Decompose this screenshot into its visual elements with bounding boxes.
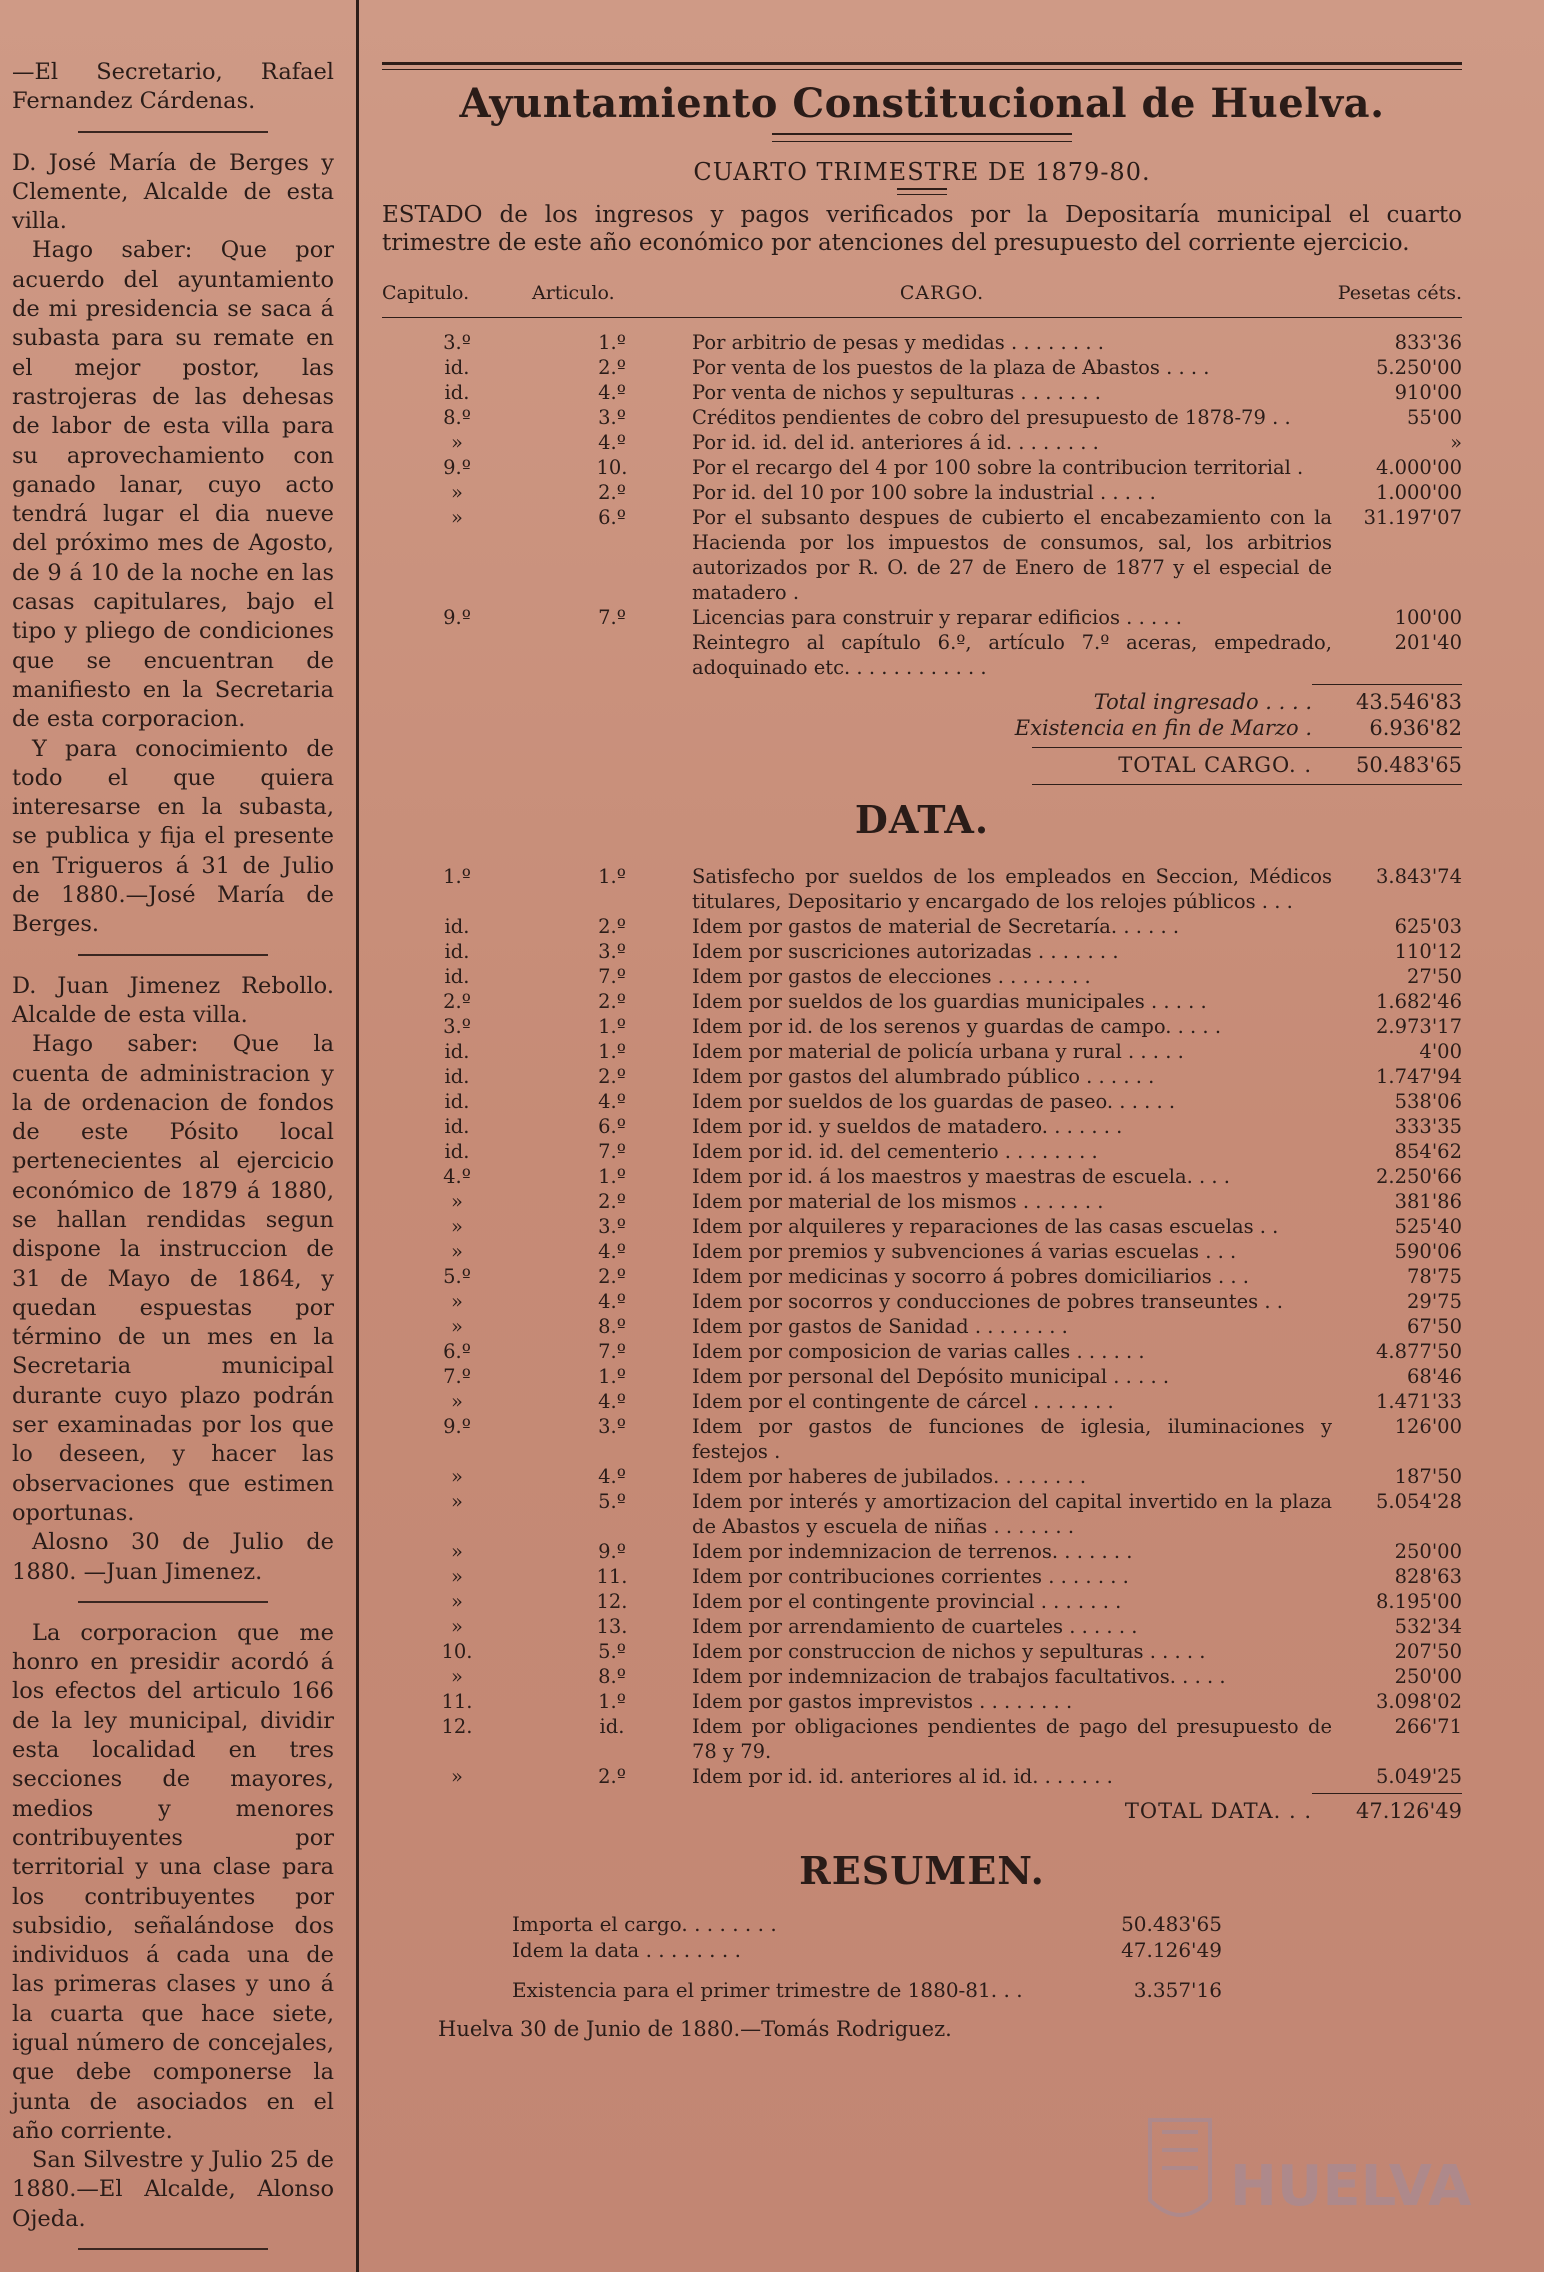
row-description: Reintegro al capítulo 6.º, artículo 7.º aceras, empedrado, adoquinado etc. . . . . . . . . . . . [692, 631, 1332, 679]
row-articulo: 6.º [598, 506, 626, 529]
table-row [382, 964, 1462, 989]
row-amount: » [1450, 431, 1462, 454]
left-paragraph: San Silvestre y Julio 25 de 1880.—El Alcalde, Alonso Ojeda. [12, 2147, 334, 2232]
total-cargo-row [382, 752, 1462, 778]
row-capitulo: id. [444, 965, 470, 988]
row-capitulo: » [451, 1215, 463, 1238]
row-articulo: 3.º [598, 1215, 626, 1238]
table-row [382, 1539, 1462, 1564]
row-amount: 55'00 [1407, 406, 1462, 429]
row-description: Idem por composicion de varias calles . . . . . . [692, 1340, 1145, 1363]
table-row [382, 1564, 1462, 1589]
row-articulo: id. [599, 1715, 625, 1738]
table-row [382, 605, 1462, 630]
row-capitulo: id. [444, 356, 470, 379]
row-description: Idem por suscriciones autorizadas . . . . . . . [692, 940, 1119, 963]
resumen-data-label: Idem la data . . . . . . . . [512, 1938, 741, 1962]
row-articulo: 6.º [598, 1115, 626, 1138]
top-double-rule [382, 62, 1462, 70]
row-amount: 31.197'07 [1363, 506, 1462, 529]
row-description: Idem por el contingente de cárcel . . . . . . . [692, 1390, 1114, 1413]
row-description: Por arbitrio de pesas y medidas . . . . . . . . [692, 331, 1104, 354]
row-capitulo: 7.º [443, 1365, 471, 1388]
row-description: Idem por personal del Depósito municipal . . . . . [692, 1365, 1170, 1388]
row-capitulo: » [451, 481, 463, 504]
column-rule [356, 0, 359, 2272]
header-cargo: CARGO. [899, 282, 985, 304]
left-paragraph: Hago saber: Que la cuenta de administracion y la de ordenacion de fondos de este Pósito local pertenecientes al ejercicio económico de 1879 á 1880, se hallan rendidas segun dispone la instruccion de 31 de Mayo de 1864, y quedan espuestas por término de un mes en la Secretaria municipal durante cuyo plazo podrán ser examinadas por los que lo deseen, y hacer las observaciones que estimen oportunas. [12, 1031, 334, 1526]
resumen-existencia-value: 3.357'16 [1133, 1978, 1222, 2002]
sum-rule [1312, 1793, 1462, 1794]
row-articulo: 2.º [598, 1265, 626, 1288]
row-amount: 207'50 [1394, 1640, 1462, 1663]
row-amount: 538'06 [1394, 1090, 1462, 1113]
table-row [382, 405, 1462, 430]
resumen-heading: RESUMEN. [799, 1848, 1045, 1893]
table-row [382, 1114, 1462, 1139]
row-description: Idem por medicinas y socorro á pobres domiciliarios . . . [692, 1265, 1249, 1288]
row-capitulo: 9.º [443, 1415, 471, 1438]
table-row [382, 1689, 1462, 1714]
table-row [382, 1189, 1462, 1214]
row-amount: 381'86 [1394, 1190, 1462, 1213]
row-capitulo: 5.º [443, 1265, 471, 1288]
row-capitulo: id. [444, 381, 470, 404]
row-amount: 4'00 [1419, 1040, 1462, 1063]
row-articulo [532, 630, 692, 680]
row-articulo: 1.º [598, 1690, 626, 1713]
row-description: Idem por material de policía urbana y rural . . . . . [692, 1040, 1184, 1063]
header-pesetas: Pesetas céts. [1337, 282, 1462, 304]
row-capitulo: » [451, 1490, 463, 1513]
row-articulo: 4.º [598, 381, 626, 404]
row-capitulo: 3.º [443, 331, 471, 354]
table-row [382, 939, 1462, 964]
row-capitulo: 1.º [443, 865, 471, 888]
table-row [382, 1364, 1462, 1389]
table-row [382, 330, 1462, 355]
row-description: Idem por id. á los maestros y maestras de escuela. . . . [692, 1165, 1230, 1188]
row-articulo: 2.º [598, 1065, 626, 1088]
table-row [382, 1214, 1462, 1239]
row-articulo: 4.º [598, 1465, 626, 1488]
row-amount: 333'35 [1394, 1115, 1462, 1138]
row-description: Idem por haberes de jubilados. . . . . . . . [692, 1465, 1087, 1488]
row-description: Idem por indemnizacion de trabajos facultativos. . . . . [692, 1665, 1226, 1688]
left-paragraph: Hago saber: Que por acuerdo del ayuntamiento de mi presidencia se saca á subasta para su remate en el mejor postor, las rastrojeras de las dehesas de labor de esta villa para su aprovechamiento con ganado lanar, cuyo acto tendrá lugar el dia nueve del próximo mes de Agosto, de 9 á 10 de la noche en las casas capitulares, bajo el tipo y pliego de condiciones que se encuentran de manifiesto en la Secretaria de esta corporacion. [12, 237, 334, 733]
ornament-rule [772, 133, 1072, 142]
row-description: Idem por material de los mismos . . . . . . . [692, 1190, 1104, 1213]
row-amount: 4.877'50 [1376, 1340, 1462, 1363]
row-description: Idem por gastos del alumbrado público . . . . . . [692, 1065, 1155, 1088]
cargo-table [382, 330, 1462, 680]
row-amount: 828'63 [1394, 1565, 1462, 1588]
page-title: Ayuntamiento Constitucional de Huelva. [459, 80, 1385, 127]
table-row [382, 380, 1462, 405]
row-capitulo: » [451, 1765, 463, 1788]
row-capitulo: id. [444, 1090, 470, 1113]
row-description: Idem por gastos de Sanidad . . . . . . . . [692, 1315, 1068, 1338]
left-paragraph: Alosno 30 de Julio de 1880. —Juan Jimenez. [12, 1529, 334, 1585]
table-row [382, 1039, 1462, 1064]
table-row [382, 1589, 1462, 1614]
row-amount: 910'00 [1394, 381, 1462, 404]
table-row [382, 1414, 1462, 1464]
row-capitulo: » [451, 431, 463, 454]
row-capitulo: » [451, 1540, 463, 1563]
row-amount: 2.973'17 [1376, 1015, 1462, 1038]
sum-rule [1032, 747, 1462, 748]
table-row [382, 1489, 1462, 1539]
row-amount: 833'36 [1394, 331, 1462, 354]
row-capitulo: » [451, 1290, 463, 1313]
row-articulo: 3.º [598, 406, 626, 429]
table-row [382, 1264, 1462, 1289]
table-row [382, 1014, 1462, 1039]
row-amount: 250'00 [1394, 1540, 1462, 1563]
row-description: Satisfecho por sueldos de los empleados en Seccion, Médicos titulares, Depositario y encargado de los relojes públicos . . . [692, 865, 1332, 913]
table-row [382, 630, 1462, 680]
sum-rule [1312, 684, 1462, 685]
row-articulo: 2.º [598, 1765, 626, 1788]
row-capitulo: » [451, 1240, 463, 1263]
table-row [382, 1664, 1462, 1689]
short-rule [897, 188, 947, 195]
row-description: Idem por id. id. del cementerio . . . . . . . . [692, 1140, 1098, 1163]
row-capitulo: 11. [441, 1690, 473, 1713]
table-row [382, 480, 1462, 505]
row-amount: 5.054'28 [1376, 1490, 1462, 1513]
row-amount: 29'75 [1407, 1290, 1462, 1313]
main-column [382, 62, 1462, 2041]
row-articulo: 2.º [598, 1190, 626, 1213]
table-row [382, 1714, 1462, 1764]
row-description: Idem por construccion de nichos y sepulturas . . . . . [692, 1640, 1206, 1663]
row-articulo: 4.º [598, 431, 626, 454]
left-paragraph: D. Juan Jimenez Rebollo. Alcalde de esta villa. [12, 972, 334, 1028]
row-articulo: 4.º [598, 1290, 626, 1313]
row-amount: 250'00 [1394, 1665, 1462, 1688]
estado-intro: ESTADO de los ingresos y pagos verificados por la Depositaría municipal el cuarto trimestre de este año económico por atenciones del presupuesto del corriente ejercicio. [382, 202, 1462, 256]
row-description: Idem por obligaciones pendientes de pago del presupuesto de 78 y 79. [692, 1715, 1332, 1763]
row-capitulo: id. [444, 940, 470, 963]
row-articulo: 13. [596, 1615, 628, 1638]
table-row [382, 1064, 1462, 1089]
row-capitulo: » [451, 1390, 463, 1413]
total-data-row [382, 1798, 1462, 1824]
row-amount: 590'06 [1394, 1240, 1462, 1263]
row-capitulo: » [451, 1465, 463, 1488]
resumen-cargo-label: Importa el cargo. . . . . . . . [512, 1912, 777, 1936]
header-capitulo: Capitulo. [382, 282, 470, 304]
resumen-existencia-label: Existencia para el primer trimestre de 1880-81. . . [512, 1978, 1023, 2002]
row-articulo: 1.º [598, 1365, 626, 1388]
left-column [12, 58, 334, 2266]
existencia-value: 6.936'82 [1369, 716, 1462, 740]
header-rule [382, 317, 1462, 318]
row-description: Idem por id. de los serenos y guardas de campo. . . . . [692, 1015, 1222, 1038]
row-amount: 854'62 [1394, 1140, 1462, 1163]
row-articulo: 5.º [598, 1490, 626, 1513]
signature-line: Huelva 30 de Junio de 1880.—Tomás Rodriguez. [438, 2017, 952, 2041]
divider [78, 954, 268, 956]
resumen-cargo-value: 50.483'65 [1121, 1912, 1222, 1936]
row-amount: 625'03 [1394, 915, 1462, 938]
row-amount: 68'46 [1407, 1365, 1462, 1388]
row-description: Idem por gastos de material de Secretaría. . . . . . [692, 915, 1180, 938]
row-capitulo: id. [444, 1040, 470, 1063]
data-table [382, 864, 1462, 1789]
resumen-existencia-row [382, 1977, 1462, 2003]
total-cargo-value: 50.483'65 [1356, 753, 1462, 777]
row-articulo: 5.º [598, 1640, 626, 1663]
row-articulo: 8.º [598, 1665, 626, 1688]
subtitle: CUARTO TRIMESTRE DE 1879-80. [693, 158, 1151, 186]
table-row [382, 1314, 1462, 1339]
table-row [382, 1614, 1462, 1639]
table-row [382, 1139, 1462, 1164]
table-row [382, 430, 1462, 455]
table-row [382, 355, 1462, 380]
header-articulo: Articulo. [532, 282, 615, 304]
row-description: Idem por id. y sueldos de matadero. . . . . . . [692, 1115, 1123, 1138]
data-heading: DATA. [854, 797, 990, 842]
table-row [382, 989, 1462, 1014]
row-amount: 5.049'25 [1376, 1765, 1462, 1788]
row-description: Idem por alquileres y reparaciones de las casas escuelas . . [692, 1215, 1279, 1238]
row-amount: 266'71 [1394, 1715, 1462, 1738]
row-capitulo: id. [444, 915, 470, 938]
row-amount: 2.250'66 [1376, 1165, 1462, 1188]
row-capitulo: 9.º [443, 456, 471, 479]
total-cargo-label: TOTAL CARGO. . [1118, 753, 1312, 777]
row-amount: 110'12 [1394, 940, 1462, 963]
row-capitulo: 3.º [443, 1015, 471, 1038]
row-amount: 1.471'33 [1376, 1390, 1462, 1413]
row-amount: 78'75 [1407, 1265, 1462, 1288]
row-description: Por venta de los puestos de la plaza de Abastos . . . . [692, 356, 1210, 379]
total-ingresado-label: Total ingresado . . . . [1093, 690, 1312, 714]
row-capitulo: » [451, 1190, 463, 1213]
row-amount: 532'34 [1394, 1615, 1462, 1638]
table-row [382, 1239, 1462, 1264]
existencia-row [382, 715, 1462, 741]
row-articulo: 2.º [598, 356, 626, 379]
table-row [382, 1339, 1462, 1364]
row-amount: 8.195'00 [1376, 1590, 1462, 1613]
row-capitulo: 2.º [443, 990, 471, 1013]
row-capitulo: » [451, 1665, 463, 1688]
row-capitulo: id. [444, 1065, 470, 1088]
resumen-data-row [382, 1937, 1462, 1963]
row-articulo: 1.º [598, 1040, 626, 1063]
row-capitulo: 6.º [443, 1340, 471, 1363]
row-articulo: 4.º [598, 1240, 626, 1263]
row-description: Idem por premios y subvenciones á varias escuelas . . . [692, 1240, 1237, 1263]
watermark-text: HUELVA [1230, 2154, 1472, 2219]
existencia-label: Existencia en fin de Marzo . [1014, 716, 1312, 740]
row-articulo: 8.º [598, 1315, 626, 1338]
row-amount: 1.747'94 [1376, 1065, 1462, 1088]
row-description: Por el recargo del 4 por 100 sobre la contribucion territorial . [692, 456, 1304, 479]
row-capitulo: 9.º [443, 606, 471, 629]
total-ingresado-row [382, 689, 1462, 715]
row-description: Idem por gastos de funciones de iglesia, iluminaciones y festejos . [692, 1415, 1332, 1463]
row-description: Idem por sueldos de los guardas de paseo. . . . . . [692, 1090, 1176, 1113]
resumen-cargo-row [382, 1911, 1462, 1937]
row-description: Idem por interés y amortizacion del capital invertido en la plaza de Abastos y escuela de niñas . . . . . . . [692, 1490, 1332, 1538]
resumen-data-value: 47.126'49 [1121, 1938, 1222, 1962]
row-description: Licencias para construir y reparar edificios . . . . . [692, 606, 1182, 629]
row-capitulo: » [451, 1315, 463, 1338]
row-description: Idem por gastos de elecciones . . . . . . . . [692, 965, 1091, 988]
table-row [382, 505, 1462, 605]
total-data-value: 47.126'49 [1356, 1799, 1462, 1823]
row-capitulo: 8.º [443, 406, 471, 429]
row-capitulo: » [451, 1590, 463, 1613]
row-articulo: 2.º [598, 481, 626, 504]
row-capitulo [382, 630, 532, 680]
table-row [382, 1089, 1462, 1114]
table-header [382, 269, 1462, 317]
row-articulo: 12. [596, 1590, 628, 1613]
row-articulo: 3.º [598, 1415, 626, 1438]
table-row [382, 864, 1462, 914]
sum-rule [1032, 784, 1462, 785]
row-capitulo: 4.º [443, 1165, 471, 1188]
row-amount: 4.000'00 [1376, 456, 1462, 479]
row-articulo: 2.º [598, 990, 626, 1013]
row-articulo: 1.º [598, 865, 626, 888]
row-articulo: 11. [596, 1565, 628, 1588]
table-row [382, 1164, 1462, 1189]
table-row [382, 1389, 1462, 1414]
table-row [382, 1289, 1462, 1314]
row-description: Idem por arrendamiento de cuarteles . . . . . . [692, 1615, 1138, 1638]
row-amount: 3.843'74 [1376, 865, 1462, 888]
row-description: Por venta de nichos y sepulturas . . . . . . . [692, 381, 1101, 404]
row-articulo: 3.º [598, 940, 626, 963]
row-description: Idem por gastos imprevistos . . . . . . . . [692, 1690, 1073, 1713]
row-amount: 5.250'00 [1376, 356, 1462, 379]
row-capitulo: id. [444, 1140, 470, 1163]
row-articulo: 10. [596, 456, 628, 479]
row-articulo: 1.º [598, 1165, 626, 1188]
total-ingresado-value: 43.546'83 [1356, 690, 1462, 714]
row-articulo: 4.º [598, 1390, 626, 1413]
row-amount: 3.098'02 [1376, 1690, 1462, 1713]
row-description: Créditos pendientes de cobro del presupuesto de 1878-79 . . [692, 406, 1291, 429]
row-articulo: 7.º [598, 965, 626, 988]
archive-watermark-logo [1130, 2090, 1530, 2240]
left-paragraph: Y para conocimiento de todo el que quiera interesarse en la subasta, se publica y fija el presente en Trigueros á 31 de Julio de 1880.—José María de Berges. [12, 735, 334, 938]
row-description: Idem por sueldos de los guardias municipales . . . . . [692, 990, 1207, 1013]
left-paragraph: La corporacion que me honro en presidir acordó á los efectos del articulo 166 de la ley municipal, dividir esta localidad en tres secciones de mayores, medios y menores contribuyentes por territorial y una clase para los contribuyentes por subsidio, señalándose dos individuos á cada una de las primeras clases y uno á la cuarta que hace siete, igual número de concejales, que debe componerse la junta de asociados en el año corriente. [12, 1619, 334, 2144]
left-paragraph: D. José María de Berges y Clemente, Alcalde de esta villa. [12, 149, 334, 235]
left-paragraph: —El Secretario, Rafael Fernandez Cárdenas. [12, 59, 334, 115]
row-description: Por el subsanto despues de cubierto el encabezamiento con la Hacienda por los impuestos de consumos, sal, los arbitrios autorizados por R. O. de 27 de Enero de 1877 y el especial de matadero . [692, 506, 1332, 604]
row-amount: 67'50 [1407, 1315, 1462, 1338]
row-description: Idem por el contingente provincial . . . . . . . [692, 1590, 1122, 1613]
row-description: Idem por contribuciones corrientes . . . . . . . [692, 1565, 1129, 1588]
row-capitulo: 10. [441, 1640, 473, 1663]
row-capitulo: » [451, 1565, 463, 1588]
row-articulo: 9.º [598, 1540, 626, 1563]
row-amount: 201'40 [1394, 631, 1462, 654]
divider [78, 2248, 268, 2250]
total-data-label: TOTAL DATA. . . [1124, 1799, 1312, 1823]
row-description: Idem por indemnizacion de terrenos. . . . . . . [692, 1540, 1133, 1563]
table-row [382, 1464, 1462, 1489]
row-amount: 1.000'00 [1376, 481, 1462, 504]
table-row [382, 914, 1462, 939]
row-articulo: 2.º [598, 915, 626, 938]
row-articulo: 1.º [598, 1015, 626, 1038]
table-row [382, 455, 1462, 480]
row-articulo: 4.º [598, 1090, 626, 1113]
row-amount: 27'50 [1407, 965, 1462, 988]
row-amount: 126'00 [1394, 1415, 1462, 1438]
row-capitulo: id. [444, 1115, 470, 1138]
row-articulo: 1.º [598, 331, 626, 354]
row-description: Por id. id. del id. anteriores á id. . . . . . . . [692, 431, 1099, 454]
row-amount: 187'50 [1394, 1465, 1462, 1488]
row-description: Idem por id. id. anteriores al id. id. . . . . . . [692, 1765, 1113, 1788]
row-articulo: 7.º [598, 606, 626, 629]
row-capitulo: 12. [441, 1715, 473, 1738]
divider [78, 131, 268, 133]
table-row [382, 1764, 1462, 1789]
divider [78, 1601, 268, 1603]
row-capitulo: » [451, 506, 463, 529]
table-row [382, 1639, 1462, 1664]
row-articulo: 7.º [598, 1140, 626, 1163]
row-amount: 100'00 [1394, 606, 1462, 629]
row-description: Idem por socorros y conducciones de pobres transeuntes . . [692, 1290, 1283, 1313]
row-amount: 1.682'46 [1376, 990, 1462, 1013]
row-description: Por id. del 10 por 100 sobre la industrial . . . . . [692, 481, 1156, 504]
row-capitulo: » [451, 1615, 463, 1638]
row-amount: 525'40 [1394, 1215, 1462, 1238]
row-articulo: 7.º [598, 1340, 626, 1363]
